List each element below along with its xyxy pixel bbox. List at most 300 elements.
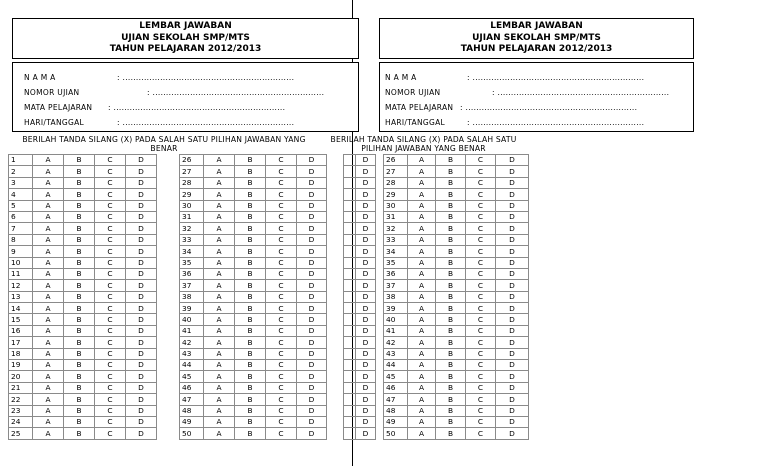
answer-option[interactable]: B (64, 314, 95, 325)
answer-option[interactable]: B (64, 405, 95, 416)
answer-option[interactable]: A (204, 223, 235, 234)
answer-option[interactable]: A (33, 280, 64, 291)
answer-option[interactable]: C (466, 155, 496, 166)
answer-option[interactable]: B (64, 291, 95, 302)
answer-option[interactable]: A (408, 325, 436, 336)
answer-option[interactable]: D (356, 291, 376, 302)
answer-option[interactable]: D (297, 337, 327, 348)
answer-option[interactable]: D (297, 189, 327, 200)
answer-option[interactable]: D (126, 291, 157, 302)
answer-option[interactable]: A (204, 428, 235, 439)
answer-option[interactable]: C (95, 200, 126, 211)
answer-option[interactable]: C (266, 314, 297, 325)
answer-option[interactable]: A (33, 394, 64, 405)
answer-option[interactable]: B (235, 314, 266, 325)
answer-option[interactable]: A (204, 314, 235, 325)
answer-option[interactable]: D (297, 257, 327, 268)
answer-option[interactable]: A (33, 348, 64, 359)
answer-option[interactable]: B (235, 177, 266, 188)
answer-option[interactable]: C (266, 166, 297, 177)
answer-option[interactable]: B (436, 257, 466, 268)
answer-option[interactable]: D (496, 189, 529, 200)
answer-option[interactable]: D (126, 166, 157, 177)
answer-option[interactable]: C (266, 416, 297, 427)
answer-option[interactable]: B (64, 223, 95, 234)
answer-option[interactable]: B (436, 416, 466, 427)
answer-option[interactable]: D (126, 223, 157, 234)
answer-option[interactable]: B (64, 382, 95, 393)
answer-option[interactable]: A (408, 246, 436, 257)
answer-option[interactable]: C (466, 314, 496, 325)
answer-option[interactable]: C (95, 303, 126, 314)
answer-option[interactable]: A (408, 337, 436, 348)
answer-option[interactable]: A (33, 416, 64, 427)
answer-option[interactable]: C (466, 360, 496, 371)
answer-option[interactable]: B (436, 177, 466, 188)
answer-option[interactable]: C (95, 234, 126, 245)
answer-option[interactable]: C (95, 257, 126, 268)
answer-option[interactable]: A (204, 246, 235, 257)
answer-option[interactable]: D (356, 382, 376, 393)
answer-option[interactable]: B (64, 200, 95, 211)
answer-option[interactable]: A (33, 189, 64, 200)
answer-option[interactable]: D (126, 257, 157, 268)
answer-option[interactable]: B (64, 337, 95, 348)
answer-option[interactable]: D (126, 382, 157, 393)
answer-option[interactable]: B (235, 303, 266, 314)
answer-option[interactable]: A (204, 291, 235, 302)
answer-option[interactable]: A (408, 405, 436, 416)
answer-option[interactable]: D (356, 166, 376, 177)
answer-option[interactable]: D (297, 166, 327, 177)
answer-option[interactable]: D (297, 371, 327, 382)
answer-option[interactable]: D (126, 325, 157, 336)
answer-option[interactable]: B (436, 189, 466, 200)
answer-option[interactable]: C (266, 337, 297, 348)
answer-option[interactable]: D (297, 394, 327, 405)
answer-option[interactable]: A (408, 211, 436, 222)
answer-option[interactable]: B (235, 166, 266, 177)
answer-option[interactable]: C (266, 382, 297, 393)
answer-option[interactable]: B (64, 189, 95, 200)
answer-option[interactable]: C (266, 325, 297, 336)
answer-option[interactable]: D (297, 303, 327, 314)
answer-option[interactable]: C (466, 303, 496, 314)
field-value[interactable]: : ................................................................ (492, 88, 670, 97)
answer-option[interactable]: A (204, 337, 235, 348)
answer-option[interactable]: D (496, 155, 529, 166)
answer-option[interactable]: D (496, 200, 529, 211)
answer-option[interactable]: D (297, 234, 327, 245)
answer-option[interactable]: D (496, 166, 529, 177)
answer-option[interactable]: B (64, 280, 95, 291)
answer-option[interactable]: B (235, 382, 266, 393)
answer-option[interactable]: A (33, 246, 64, 257)
answer-option[interactable]: B (64, 428, 95, 439)
answer-option[interactable]: A (408, 234, 436, 245)
answer-option[interactable]: A (204, 189, 235, 200)
answer-option[interactable]: A (204, 325, 235, 336)
answer-option[interactable]: D (496, 325, 529, 336)
answer-option[interactable]: C (95, 394, 126, 405)
answer-option[interactable]: D (356, 246, 376, 257)
answer-option[interactable]: B (64, 303, 95, 314)
answer-option[interactable]: A (33, 371, 64, 382)
answer-option[interactable]: D (126, 428, 157, 439)
answer-option[interactable]: C (466, 394, 496, 405)
answer-option[interactable]: B (436, 371, 466, 382)
answer-option[interactable]: C (95, 166, 126, 177)
answer-option[interactable]: D (356, 337, 376, 348)
answer-option[interactable]: A (33, 303, 64, 314)
answer-option[interactable]: D (126, 394, 157, 405)
answer-option[interactable]: B (64, 268, 95, 279)
answer-option[interactable]: B (64, 371, 95, 382)
answer-option[interactable]: B (436, 337, 466, 348)
answer-option[interactable]: D (496, 246, 529, 257)
answer-option[interactable]: C (95, 268, 126, 279)
answer-option[interactable]: A (408, 291, 436, 302)
answer-option[interactable]: D (297, 177, 327, 188)
answer-option[interactable]: D (126, 155, 157, 166)
answer-option[interactable]: A (408, 166, 436, 177)
answer-option[interactable]: C (95, 155, 126, 166)
answer-option[interactable]: D (356, 416, 376, 427)
answer-option[interactable]: D (356, 371, 376, 382)
answer-option[interactable]: B (436, 155, 466, 166)
answer-option[interactable]: C (466, 416, 496, 427)
answer-option[interactable]: D (126, 177, 157, 188)
answer-option[interactable]: B (235, 155, 266, 166)
answer-option[interactable]: D (496, 303, 529, 314)
answer-option[interactable]: A (204, 348, 235, 359)
answer-option[interactable]: D (356, 155, 376, 166)
answer-option[interactable]: A (408, 257, 436, 268)
answer-option[interactable]: A (33, 211, 64, 222)
answer-option[interactable]: C (466, 234, 496, 245)
answer-option[interactable]: C (95, 291, 126, 302)
answer-option[interactable]: A (33, 405, 64, 416)
answer-option[interactable]: A (408, 348, 436, 359)
answer-option[interactable]: B (436, 211, 466, 222)
answer-option[interactable]: D (297, 268, 327, 279)
answer-option[interactable]: A (408, 303, 436, 314)
answer-option[interactable]: D (356, 405, 376, 416)
answer-option[interactable]: B (64, 155, 95, 166)
answer-option[interactable]: D (126, 360, 157, 371)
answer-option[interactable]: D (496, 268, 529, 279)
answer-option[interactable]: D (496, 223, 529, 234)
answer-option[interactable]: D (297, 405, 327, 416)
answer-option[interactable]: B (235, 405, 266, 416)
answer-option[interactable]: D (297, 360, 327, 371)
answer-option[interactable]: C (266, 291, 297, 302)
answer-option[interactable]: D (496, 234, 529, 245)
answer-option[interactable]: A (33, 155, 64, 166)
answer-option[interactable]: B (64, 246, 95, 257)
answer-option[interactable]: C (466, 291, 496, 302)
answer-option[interactable]: A (204, 200, 235, 211)
answer-option[interactable]: B (235, 234, 266, 245)
answer-option[interactable]: B (235, 348, 266, 359)
answer-option[interactable]: A (33, 337, 64, 348)
answer-option[interactable]: A (33, 325, 64, 336)
answer-option[interactable]: C (95, 325, 126, 336)
answer-option[interactable]: C (466, 257, 496, 268)
answer-option[interactable]: C (466, 405, 496, 416)
answer-option[interactable]: C (466, 348, 496, 359)
answer-option[interactable]: D (356, 280, 376, 291)
answer-option[interactable]: A (204, 166, 235, 177)
answer-option[interactable]: D (356, 394, 376, 405)
answer-option[interactable]: A (204, 234, 235, 245)
answer-option[interactable]: C (266, 360, 297, 371)
answer-option[interactable]: B (235, 360, 266, 371)
answer-option[interactable]: C (266, 428, 297, 439)
answer-option[interactable]: D (356, 189, 376, 200)
answer-option[interactable]: D (126, 405, 157, 416)
answer-option[interactable]: C (466, 166, 496, 177)
answer-option[interactable]: A (204, 257, 235, 268)
answer-option[interactable]: C (95, 314, 126, 325)
field-value[interactable]: : ................................................................ (467, 73, 645, 82)
answer-option[interactable]: C (95, 382, 126, 393)
field-value[interactable]: : ................................................................ (147, 88, 325, 97)
answer-option[interactable]: B (436, 166, 466, 177)
answer-option[interactable]: C (466, 428, 496, 439)
answer-option[interactable]: C (95, 280, 126, 291)
answer-option[interactable]: D (356, 257, 376, 268)
answer-option[interactable]: D (297, 246, 327, 257)
answer-option[interactable]: D (126, 371, 157, 382)
field-value[interactable]: : ................................................................ (117, 118, 295, 127)
answer-option[interactable]: B (436, 405, 466, 416)
answer-option[interactable]: D (297, 382, 327, 393)
answer-option[interactable]: D (356, 211, 376, 222)
answer-option[interactable]: D (126, 303, 157, 314)
answer-option[interactable]: B (64, 257, 95, 268)
answer-option[interactable]: C (95, 189, 126, 200)
answer-option[interactable]: D (126, 211, 157, 222)
answer-option[interactable]: B (235, 291, 266, 302)
answer-option[interactable]: C (466, 325, 496, 336)
answer-option[interactable]: D (356, 177, 376, 188)
answer-option[interactable]: C (466, 246, 496, 257)
answer-option[interactable]: D (297, 348, 327, 359)
answer-option[interactable]: A (33, 360, 64, 371)
answer-option[interactable]: B (436, 303, 466, 314)
answer-option[interactable]: B (235, 257, 266, 268)
answer-option[interactable]: D (297, 200, 327, 211)
answer-option[interactable]: C (95, 360, 126, 371)
answer-option[interactable]: B (436, 428, 466, 439)
answer-option[interactable]: A (408, 200, 436, 211)
answer-option[interactable]: A (204, 371, 235, 382)
answer-option[interactable]: D (496, 348, 529, 359)
answer-option[interactable]: B (235, 189, 266, 200)
answer-option[interactable]: C (266, 280, 297, 291)
field-value[interactable]: : ................................................................ (467, 118, 645, 127)
answer-option[interactable]: A (33, 382, 64, 393)
answer-option[interactable]: A (408, 280, 436, 291)
answer-option[interactable]: D (297, 428, 327, 439)
answer-option[interactable]: B (235, 211, 266, 222)
answer-option[interactable]: D (496, 177, 529, 188)
answer-option[interactable]: C (266, 268, 297, 279)
answer-option[interactable]: A (204, 405, 235, 416)
answer-option[interactable]: B (436, 360, 466, 371)
answer-option[interactable]: B (235, 371, 266, 382)
answer-option[interactable]: D (126, 246, 157, 257)
answer-option[interactable]: D (356, 223, 376, 234)
answer-option[interactable]: C (266, 394, 297, 405)
answer-option[interactable]: C (95, 348, 126, 359)
answer-option[interactable]: B (64, 416, 95, 427)
answer-option[interactable]: A (204, 382, 235, 393)
answer-option[interactable]: C (95, 405, 126, 416)
answer-option[interactable]: C (266, 371, 297, 382)
answer-option[interactable]: A (408, 360, 436, 371)
answer-option[interactable]: C (266, 405, 297, 416)
answer-option[interactable]: B (436, 348, 466, 359)
answer-option[interactable]: A (33, 268, 64, 279)
answer-option[interactable]: A (33, 291, 64, 302)
answer-option[interactable]: C (266, 155, 297, 166)
answer-option[interactable]: C (466, 280, 496, 291)
answer-option[interactable]: B (64, 211, 95, 222)
answer-option[interactable]: C (266, 234, 297, 245)
answer-option[interactable]: D (356, 234, 376, 245)
answer-option[interactable]: D (496, 428, 529, 439)
answer-option[interactable]: D (356, 268, 376, 279)
answer-option[interactable]: D (356, 325, 376, 336)
answer-option[interactable]: B (235, 416, 266, 427)
answer-option[interactable]: B (235, 223, 266, 234)
answer-option[interactable]: D (356, 314, 376, 325)
answer-option[interactable]: C (266, 200, 297, 211)
answer-option[interactable]: D (126, 268, 157, 279)
answer-option[interactable]: C (95, 211, 126, 222)
answer-option[interactable]: B (436, 314, 466, 325)
answer-option[interactable]: B (64, 360, 95, 371)
answer-option[interactable]: D (126, 234, 157, 245)
answer-option[interactable]: D (297, 155, 327, 166)
answer-option[interactable]: B (235, 325, 266, 336)
answer-option[interactable]: A (33, 223, 64, 234)
answer-option[interactable]: B (436, 223, 466, 234)
answer-option[interactable]: D (297, 314, 327, 325)
answer-option[interactable]: A (33, 428, 64, 439)
answer-option[interactable]: A (33, 314, 64, 325)
answer-option[interactable]: A (408, 382, 436, 393)
answer-option[interactable]: B (436, 382, 466, 393)
answer-option[interactable]: A (204, 394, 235, 405)
answer-option[interactable]: C (95, 177, 126, 188)
answer-option[interactable]: C (266, 189, 297, 200)
answer-option[interactable]: C (95, 246, 126, 257)
answer-option[interactable]: C (266, 177, 297, 188)
answer-option[interactable]: C (466, 223, 496, 234)
answer-option[interactable]: A (33, 200, 64, 211)
answer-option[interactable]: B (235, 246, 266, 257)
answer-option[interactable]: D (496, 416, 529, 427)
answer-option[interactable]: C (466, 200, 496, 211)
answer-option[interactable]: C (95, 428, 126, 439)
answer-option[interactable]: D (126, 416, 157, 427)
answer-option[interactable]: B (235, 337, 266, 348)
answer-option[interactable]: D (297, 280, 327, 291)
answer-option[interactable]: B (436, 234, 466, 245)
answer-option[interactable]: C (466, 337, 496, 348)
answer-option[interactable]: D (356, 200, 376, 211)
answer-option[interactable]: A (408, 314, 436, 325)
answer-option[interactable]: B (235, 280, 266, 291)
answer-option[interactable]: B (436, 246, 466, 257)
answer-option[interactable]: B (64, 394, 95, 405)
answer-option[interactable]: B (436, 325, 466, 336)
answer-option[interactable]: A (33, 234, 64, 245)
answer-option[interactable]: A (204, 416, 235, 427)
answer-option[interactable]: C (466, 177, 496, 188)
answer-option[interactable]: A (204, 177, 235, 188)
answer-option[interactable]: D (297, 223, 327, 234)
answer-option[interactable]: A (408, 428, 436, 439)
answer-option[interactable]: C (466, 211, 496, 222)
answer-option[interactable]: B (235, 200, 266, 211)
answer-option[interactable]: C (466, 382, 496, 393)
answer-option[interactable]: A (408, 394, 436, 405)
answer-option[interactable]: A (408, 189, 436, 200)
answer-option[interactable]: B (235, 394, 266, 405)
answer-option[interactable]: A (204, 211, 235, 222)
answer-option[interactable]: B (64, 325, 95, 336)
answer-option[interactable]: B (235, 428, 266, 439)
answer-option[interactable]: B (64, 177, 95, 188)
answer-option[interactable]: A (204, 360, 235, 371)
answer-option[interactable]: D (126, 200, 157, 211)
answer-option[interactable]: A (408, 223, 436, 234)
answer-option[interactable]: C (95, 337, 126, 348)
answer-option[interactable]: D (356, 428, 376, 439)
answer-option[interactable]: D (496, 291, 529, 302)
answer-option[interactable]: B (436, 268, 466, 279)
answer-option[interactable]: D (496, 394, 529, 405)
answer-option[interactable]: D (496, 337, 529, 348)
answer-option[interactable]: C (266, 348, 297, 359)
answer-option[interactable]: C (95, 223, 126, 234)
answer-option[interactable]: C (466, 371, 496, 382)
answer-option[interactable]: B (64, 348, 95, 359)
answer-option[interactable]: A (408, 177, 436, 188)
answer-option[interactable]: C (266, 211, 297, 222)
answer-option[interactable]: D (496, 280, 529, 291)
answer-option[interactable]: D (496, 257, 529, 268)
field-value[interactable]: : ................................................................ (117, 73, 295, 82)
answer-option[interactable]: D (297, 291, 327, 302)
answer-option[interactable]: A (408, 416, 436, 427)
answer-option[interactable]: D (126, 337, 157, 348)
answer-option[interactable]: D (496, 314, 529, 325)
answer-option[interactable]: C (266, 223, 297, 234)
answer-option[interactable]: B (436, 200, 466, 211)
answer-option[interactable]: D (496, 360, 529, 371)
answer-option[interactable]: C (466, 268, 496, 279)
answer-option[interactable]: D (297, 325, 327, 336)
field-value[interactable]: : ................................................................ (108, 103, 286, 112)
answer-option[interactable]: C (466, 189, 496, 200)
answer-option[interactable]: C (95, 371, 126, 382)
answer-option[interactable]: D (297, 416, 327, 427)
